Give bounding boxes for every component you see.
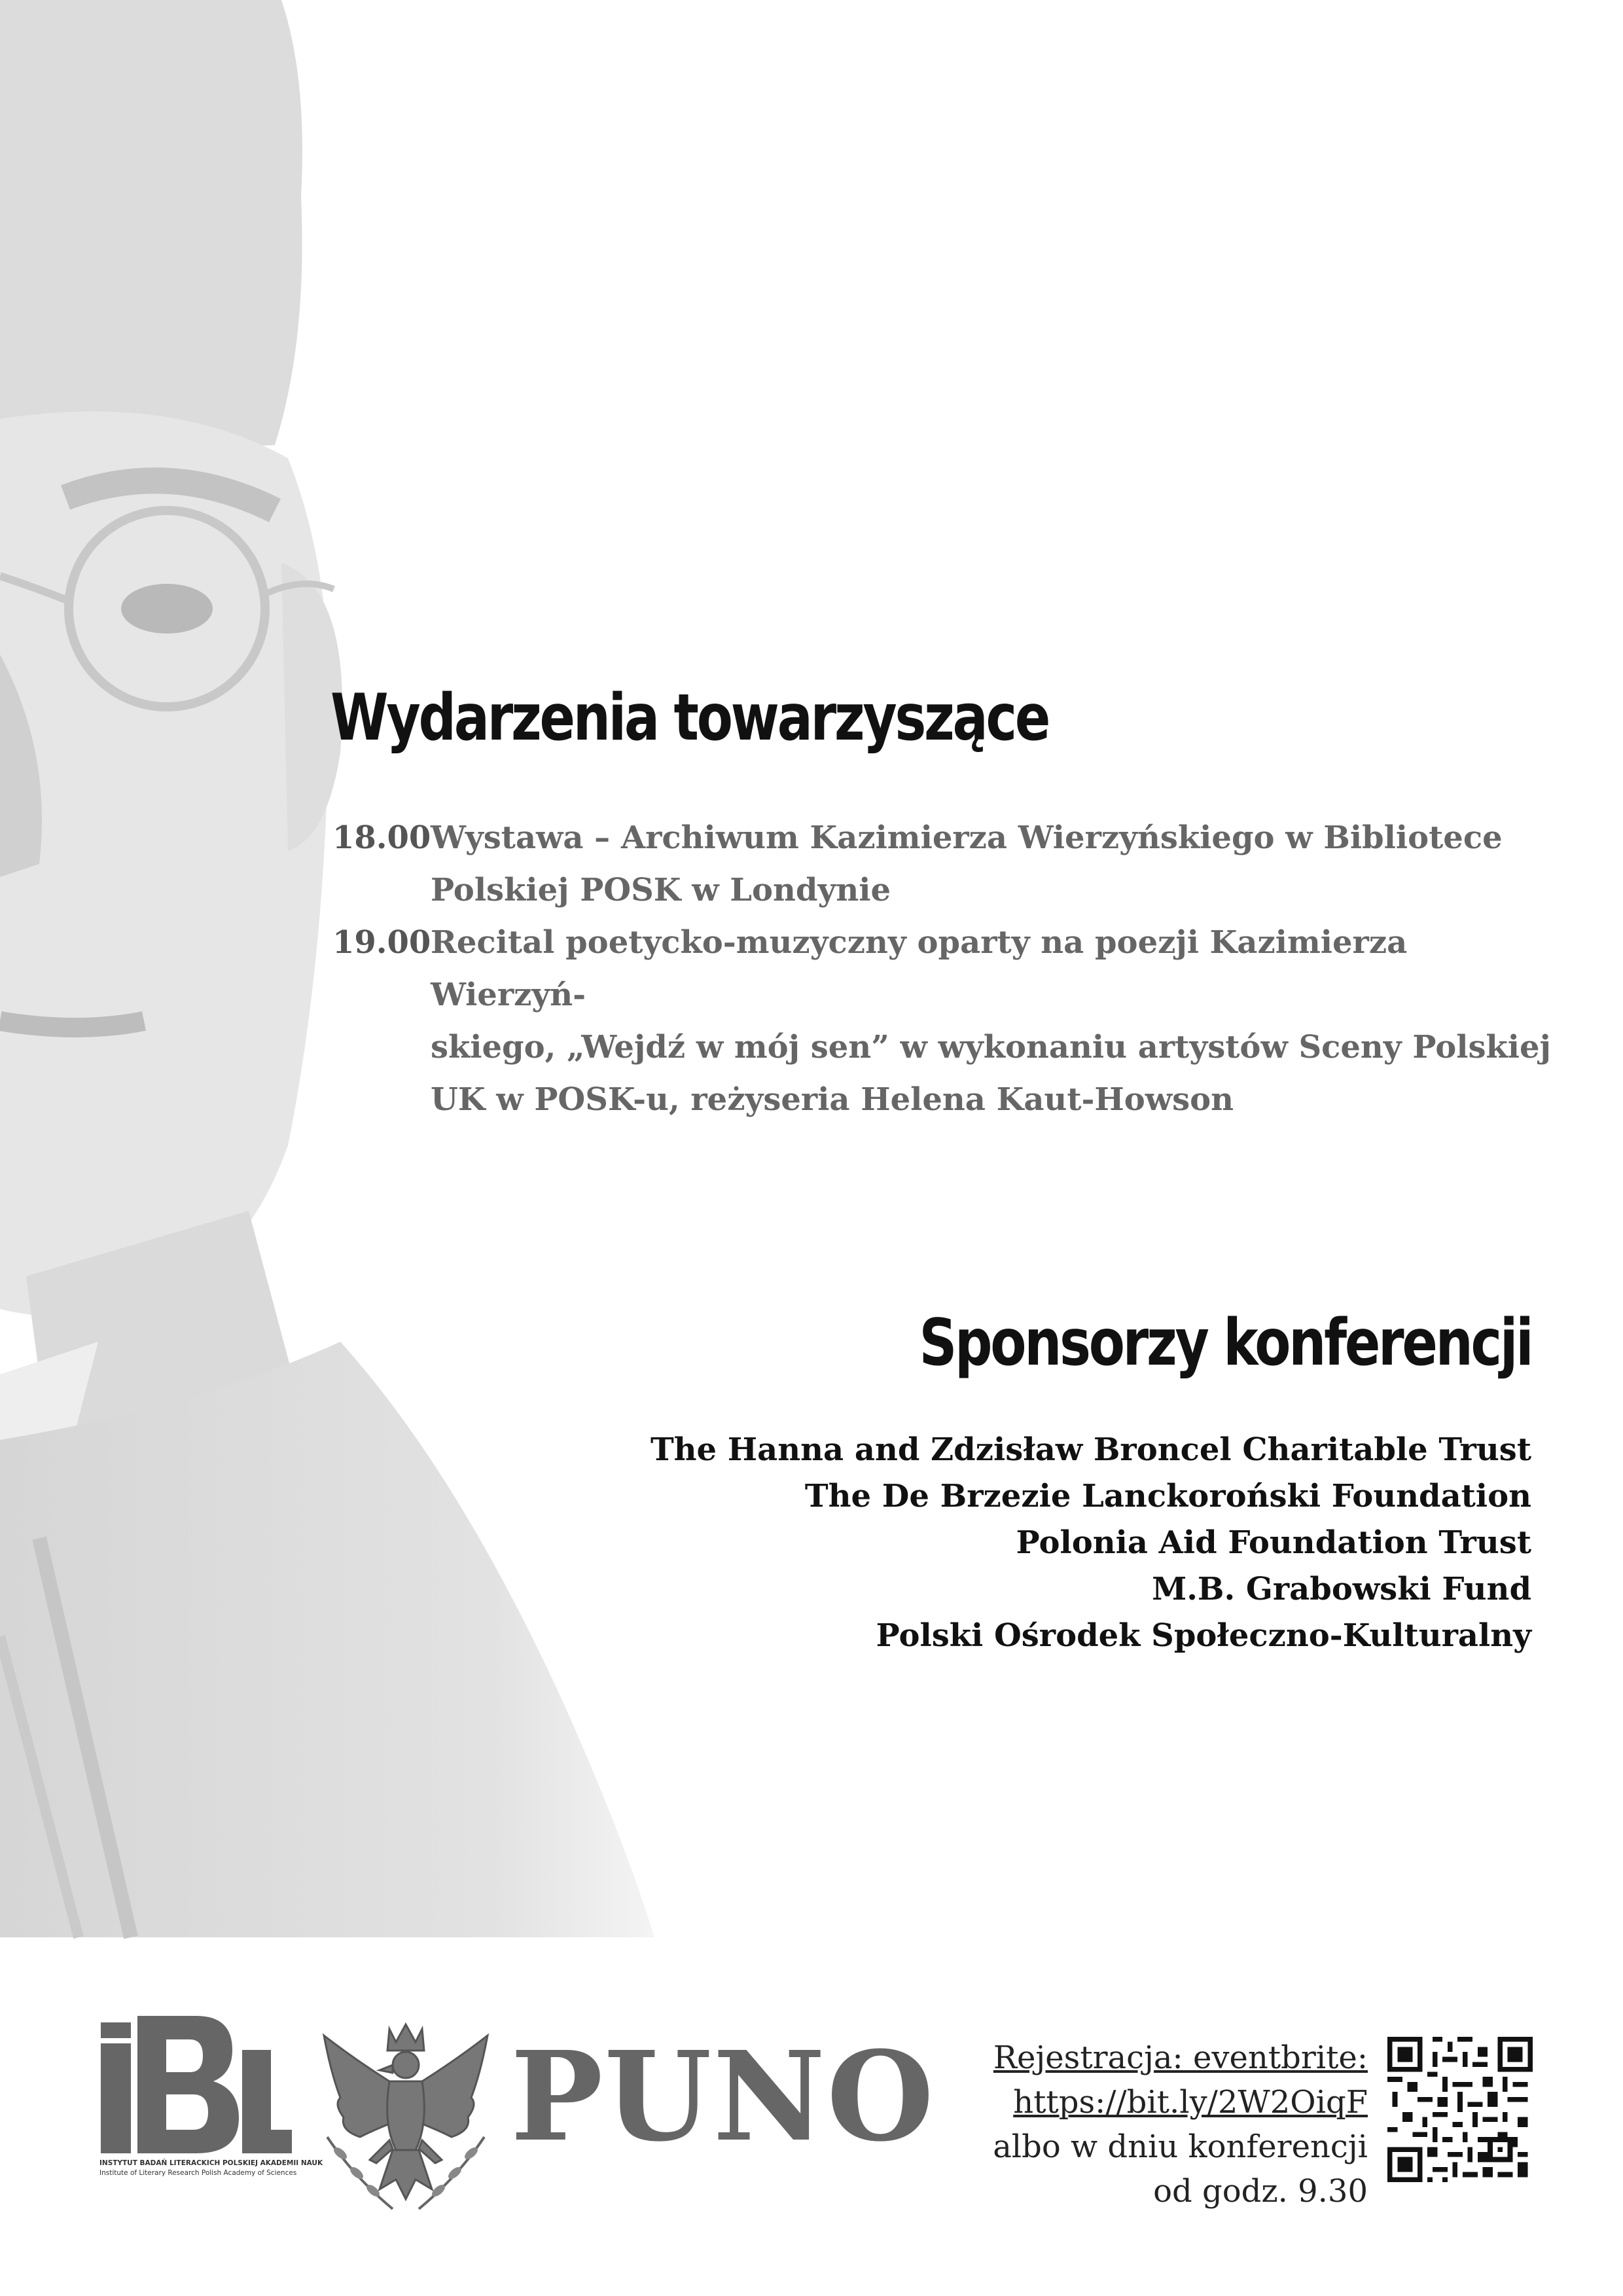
event-description-line: Recital poetycko-muzyczny oparty na poezji Kazimierza Wierzyń- xyxy=(431,924,1408,1013)
registration-info xyxy=(993,2036,1368,2214)
event-item xyxy=(332,916,1563,1126)
event-description-line: Polskiej POSK w Londynie xyxy=(431,872,891,908)
puno-logo-text: PUNO xyxy=(510,2024,935,2169)
registration-label: Rejestracja: eventbrite: xyxy=(993,2039,1368,2076)
event-description-line: skiego, „Wejdź w mój sen” w wykonaniu artystów Sceny Polskiej xyxy=(431,1029,1551,1066)
sponsor-item: The Hanna and Zdzisław Broncel Charitable Trust xyxy=(650,1431,1531,1468)
polish-eagle-icon xyxy=(314,2019,497,2215)
registration-alt: albo w dniu konferencji xyxy=(993,2128,1368,2165)
events-list xyxy=(332,812,1563,1126)
event-time: 19.00 xyxy=(332,924,431,961)
ibl-logo-caption: INSTYTUT BADAŃ LITERACKICH POLSKIEJ AKADEMII NAUK xyxy=(99,2159,323,2167)
sponsor-item: Polski Ośrodek Społeczno-Kulturalny xyxy=(876,1617,1531,1654)
event-item xyxy=(332,812,1563,916)
ibl-logo-caption-en: Institute of Literary Research Polish Academy of Sciences xyxy=(99,2169,297,2177)
events-heading: Wydarzenia towarzyszące xyxy=(330,681,1049,755)
event-time: 18.00 xyxy=(332,819,431,856)
sponsors-heading: Sponsorzy konferencji xyxy=(919,1306,1531,1380)
qr-code-icon[interactable] xyxy=(1387,2037,1533,2182)
sponsor-item: M.B. Grabowski Fund xyxy=(1152,1571,1531,1607)
ibl-logo xyxy=(98,2016,323,2179)
registration-link[interactable]: https://bit.ly/2W2OiqF xyxy=(1013,2084,1368,2121)
event-description-line: Wystawa – Archiwum Kazimierza Wierzyńskiego w Bibliotece xyxy=(431,819,1503,856)
sponsors-list xyxy=(651,1427,1531,1659)
event-description-line: UK w POSK-u, reżyseria Helena Kaut-Howson xyxy=(431,1081,1234,1118)
sponsor-item: The De Brzezie Lanckoroński Foundation xyxy=(804,1478,1531,1515)
registration-time: od godz. 9.30 xyxy=(1153,2173,1368,2210)
sponsor-item: Polonia Aid Foundation Trust xyxy=(1016,1524,1531,1561)
